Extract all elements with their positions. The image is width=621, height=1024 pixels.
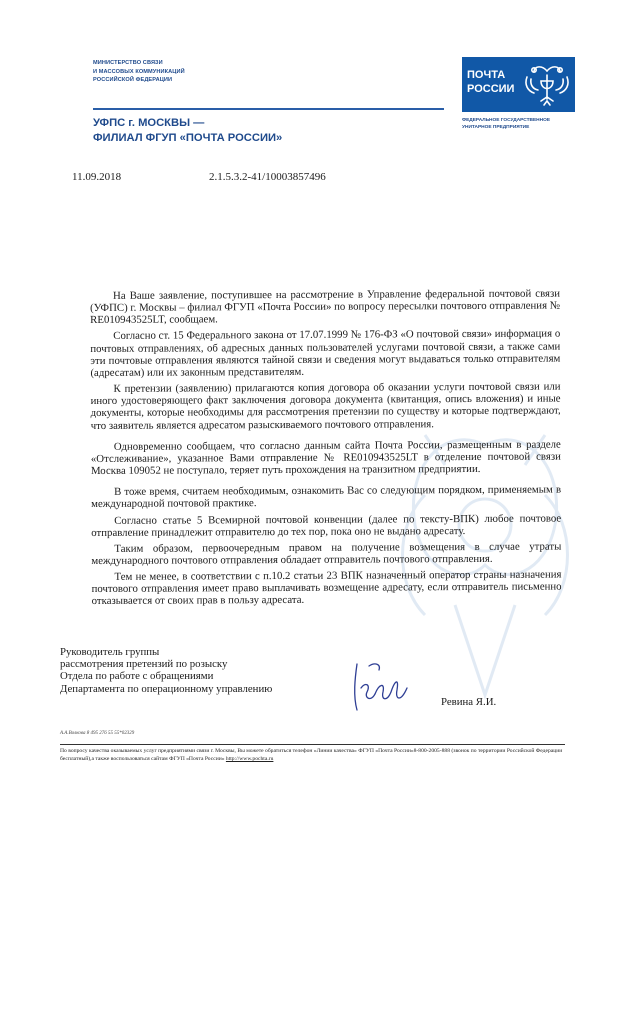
org-line: УФПС г. МОСКВЫ — (93, 117, 205, 129)
double-headed-eagle-icon (522, 61, 572, 109)
position-line: Департамента по операционному управлению (60, 682, 273, 695)
logo-text (467, 68, 514, 96)
caption-line: ФЕДЕРАЛЬНОЕ ГОСУДАРСТВЕННОЕ (462, 118, 551, 123)
ministry-line: МИНИСТЕРСТВО СВЯЗИ (93, 60, 163, 66)
caption-line: УНИТАРНОЕ ПРЕДПРИЯТИЕ (462, 124, 530, 130)
header-divider (93, 108, 444, 110)
handwritten-signature (345, 658, 417, 716)
ministry-name (93, 59, 185, 85)
logo-text-line: ПОЧТА (467, 69, 506, 81)
body-paragraph: На Ваше заявление, поступившее на рассмотрение в Управление федеральной почтовой связи (УФПС) г. Москвы – филиал ФГУП «Почта России» по вопросу пересылки почтового отправления № RE010943525LT, сообщаем. (90, 287, 561, 327)
logo-text-line: РОССИИ (467, 83, 515, 95)
signer-name: Ревина Я.И. (441, 696, 497, 708)
body-paragraph: Таким образом, первоочередным правом на получение возмещения в случае утраты международного почтового отправления обладает отправитель почтового отправления. (91, 540, 562, 567)
letter-body (90, 288, 562, 612)
body-paragraph: В тоже время, считаем необходимым, ознакомить Вас со следующим порядком, применяемым в международной почтовой практике. (91, 483, 562, 511)
body-paragraph: К претензии (заявлению) прилагаются копия договора об оказании услуги почтовой связи или иного удостоверяющего факт заключения договора документа (квитанция, опись вложения) и иные документы, которые необходимы для рассмотрения претензии по существу и которые подтверждают, что заявитель является адресатом разыскиваемого почтового отправления. (90, 380, 561, 432)
body-paragraph: Согласно статье 5 Всемирной почтовой конвенции (далее по тексту-ВПК) любое почтовое отправление принадлежит отправителю до тех пор, пока оно не выдано адресату. (91, 512, 562, 539)
pochta-logo (462, 57, 575, 112)
body-paragraph: Одновременно сообщаем, что согласно данным сайта Почта России, размещенным в разделе «Отслеживание», указанное Вами отправление № RE010943525LT в отделение почтовой связи Москва 109052 не поступало, теряет путь прохождения на транзитном предприятии. (90, 438, 561, 478)
signatory-position (60, 646, 272, 695)
footer-note (60, 747, 565, 763)
website-link[interactable]: http://www.pochta.ru (225, 756, 274, 762)
executor-info: А.А.Волкова 8 495 276 55 55*02329 (60, 731, 135, 736)
position-line: Отдела по работе с обращениями (60, 670, 214, 683)
ministry-line: И МАССОВЫХ КОММУНИКАЦИЙ (93, 68, 185, 75)
letter-date: 11.09.2018 (72, 171, 122, 183)
footer-text: По вопросу качества оказываемых услуг предприятиями связи г. Москвы, Вы можете обратиться телефон «Линии качества» ФГУП «Почта России»8-800-2005-888 (звонок по территории Российской Федерации бесплатный),а также воспользоваться сайтам ФГУП «Почта России» (60, 748, 563, 762)
body-paragraph: Согласно ст. 15 Федерального закона от 17.07.1999 № 176-ФЗ «О почтовой связи» информация о почтовых отправлениях, об адресных данных пользователей услугами почтовой связи, а также сами эти почтовые отправления являются тайной связи и сведения могут выдаваться только отправителям (адресатам) или их законным представителям. (90, 328, 561, 379)
position-line: рассмотрения претензий по розыску (60, 658, 228, 671)
organization-title (93, 116, 282, 145)
org-line: ФИЛИАЛ ФГУП «ПОЧТА РОССИИ» (93, 131, 283, 144)
reference-number: 2.1.5.3.2-41/10003857496 (209, 171, 326, 183)
position-line: Руководитель группы (60, 646, 160, 658)
footer-divider (60, 744, 565, 745)
body-paragraph: Тем не менее, в соответствии с п.10.2 статьи 23 ВПК назначенный оператор страны назначения почтового отправления имеет право выплачивать возмещение адресату, если отправитель письменно отказывается от своих прав в пользу адресата. (91, 568, 562, 608)
ministry-line: РОССИЙСКОЙ ФЕДЕРАЦИИ (93, 77, 173, 84)
enterprise-caption (462, 118, 550, 131)
